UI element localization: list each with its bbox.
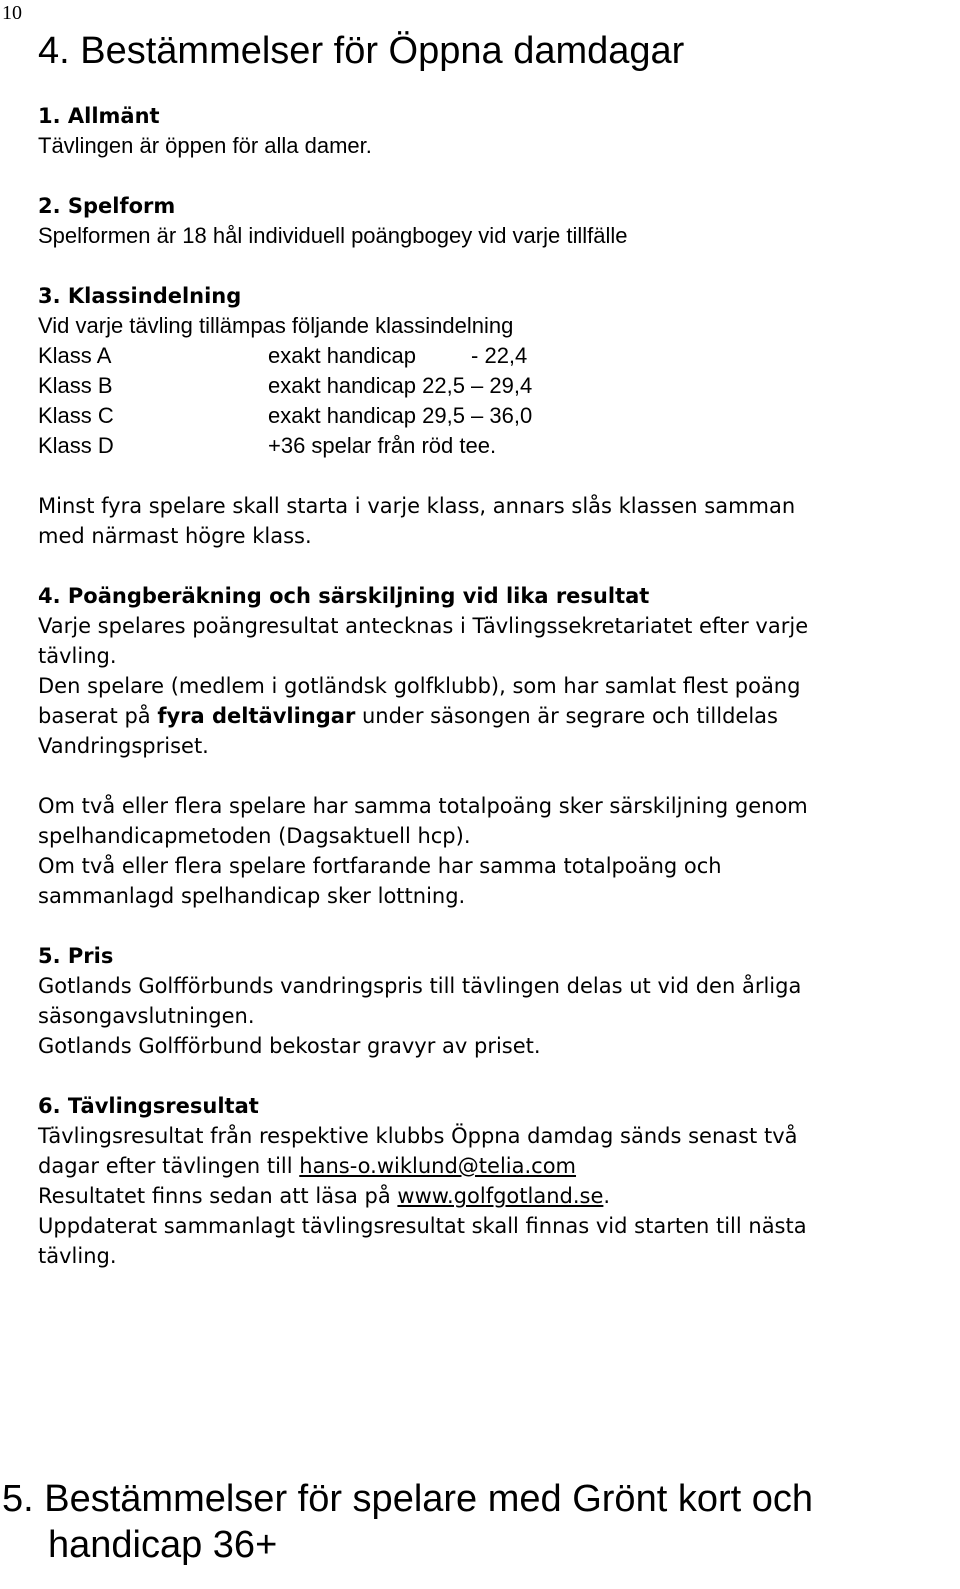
section-3-intro: Vid varje tävling tillämpas följande klassindelning xyxy=(38,313,514,338)
section-4-title: 4. Poängberäkning och särskiljning vid lika resultat xyxy=(38,584,650,608)
emphasis-text: fyra deltävlingar xyxy=(157,704,356,728)
section-5-text: säsongavslutningen. xyxy=(38,1004,255,1028)
section-5-text: Gotlands Golfförbund bekostar gravyr av priset. xyxy=(38,1034,541,1058)
section-6-title: 6. Tävlingsresultat xyxy=(38,1094,259,1118)
section-5-text: Gotlands Golfförbunds vandringspris till tävlingen delas ut vid den årliga xyxy=(38,974,802,998)
next-section-heading xyxy=(2,1476,942,1568)
section-3-note: med närmast högre klass. xyxy=(38,524,312,548)
class-name: Klass C xyxy=(38,403,114,428)
section-2-text: Spelformen är 18 hål individuell poängbogey vid varje tillfälle xyxy=(38,223,628,248)
section-3-note: Minst fyra spelare skall starta i varje klass, annars slås klassen samman xyxy=(38,494,796,518)
section-6-text xyxy=(38,1151,953,1181)
section-2-title: 2. Spelform xyxy=(38,194,176,218)
class-desc: exakt handicap xyxy=(268,403,416,428)
section-4-paragraph: Om två eller flera spelare fortfarande har samma totalpoäng och xyxy=(38,854,722,878)
section-4-paragraph: Den spelare (medlem i gotländsk golfklubb), som har samlat flest poäng xyxy=(38,674,801,698)
class-desc: exakt handicap xyxy=(268,343,416,368)
class-desc: +36 spelar från röd tee. xyxy=(268,433,497,458)
section-1-text: Tävlingen är öppen för alla damer. xyxy=(38,133,372,158)
class-name: Klass B xyxy=(38,373,113,398)
page-number: 10 xyxy=(2,2,22,24)
section-1-title: 1. Allmänt xyxy=(38,104,160,128)
next-heading-line-2: handicap 36+ xyxy=(48,1524,278,1566)
section-6-text: Tävlingsresultat från respektive klubbs Öppna damdag sänds senast två xyxy=(38,1124,798,1148)
class-range: - 22,4 xyxy=(458,343,528,368)
section-5-title: 5. Pris xyxy=(38,944,114,968)
section-4-paragraph xyxy=(38,701,953,731)
text-run: under säsongen är segrare och tilldelas xyxy=(355,704,778,728)
section-4-paragraph: Varje spelares poängresultat antecknas i Tävlingssekretariatet efter varje xyxy=(38,614,809,638)
section-4-paragraph: Vandringspriset. xyxy=(38,734,209,758)
section-6-text xyxy=(38,1181,953,1211)
section-4-paragraph: Om två eller flera spelare har samma totalpoäng sker särskiljning genom xyxy=(38,794,808,818)
text-run: Resultatet finns sedan att läsa på xyxy=(38,1184,398,1208)
section-4-paragraph: spelhandicapmetoden (Dagsaktuell hcp). xyxy=(38,824,471,848)
section-3-title: 3. Klassindelning xyxy=(38,284,242,308)
text-run: dagar efter tävlingen till xyxy=(38,1154,300,1178)
email-link[interactable]: hans-o.wiklund@telia.com xyxy=(299,1154,577,1178)
class-row xyxy=(38,341,953,371)
text-run: baserat på xyxy=(38,704,158,728)
section-6-text: Uppdaterat sammanlagt tävlingsresultat skall finnas vid starten till nästa xyxy=(38,1214,807,1238)
document-body xyxy=(38,101,953,1271)
section-6-text: tävling. xyxy=(38,1244,117,1268)
class-row xyxy=(38,431,953,461)
page-title: 4. Bestämmelser för Öppna damdagar xyxy=(38,30,685,72)
website-link[interactable]: www.golfgotland.se xyxy=(397,1184,604,1208)
class-row xyxy=(38,371,953,401)
class-desc: exakt handicap xyxy=(268,373,416,398)
text-run: . xyxy=(603,1184,611,1208)
class-name: Klass A xyxy=(38,343,112,368)
section-4-paragraph: sammanlagd spelhandicap sker lottning. xyxy=(38,884,466,908)
class-row xyxy=(38,401,953,431)
section-4-paragraph: tävling. xyxy=(38,644,117,668)
class-range: 22,5 – 29,4 xyxy=(422,373,533,398)
class-range: 29,5 – 36,0 xyxy=(422,403,533,428)
next-heading-line-1: 5. Bestämmelser för spelare med Grönt kort och xyxy=(2,1478,813,1520)
class-name: Klass D xyxy=(38,433,114,458)
